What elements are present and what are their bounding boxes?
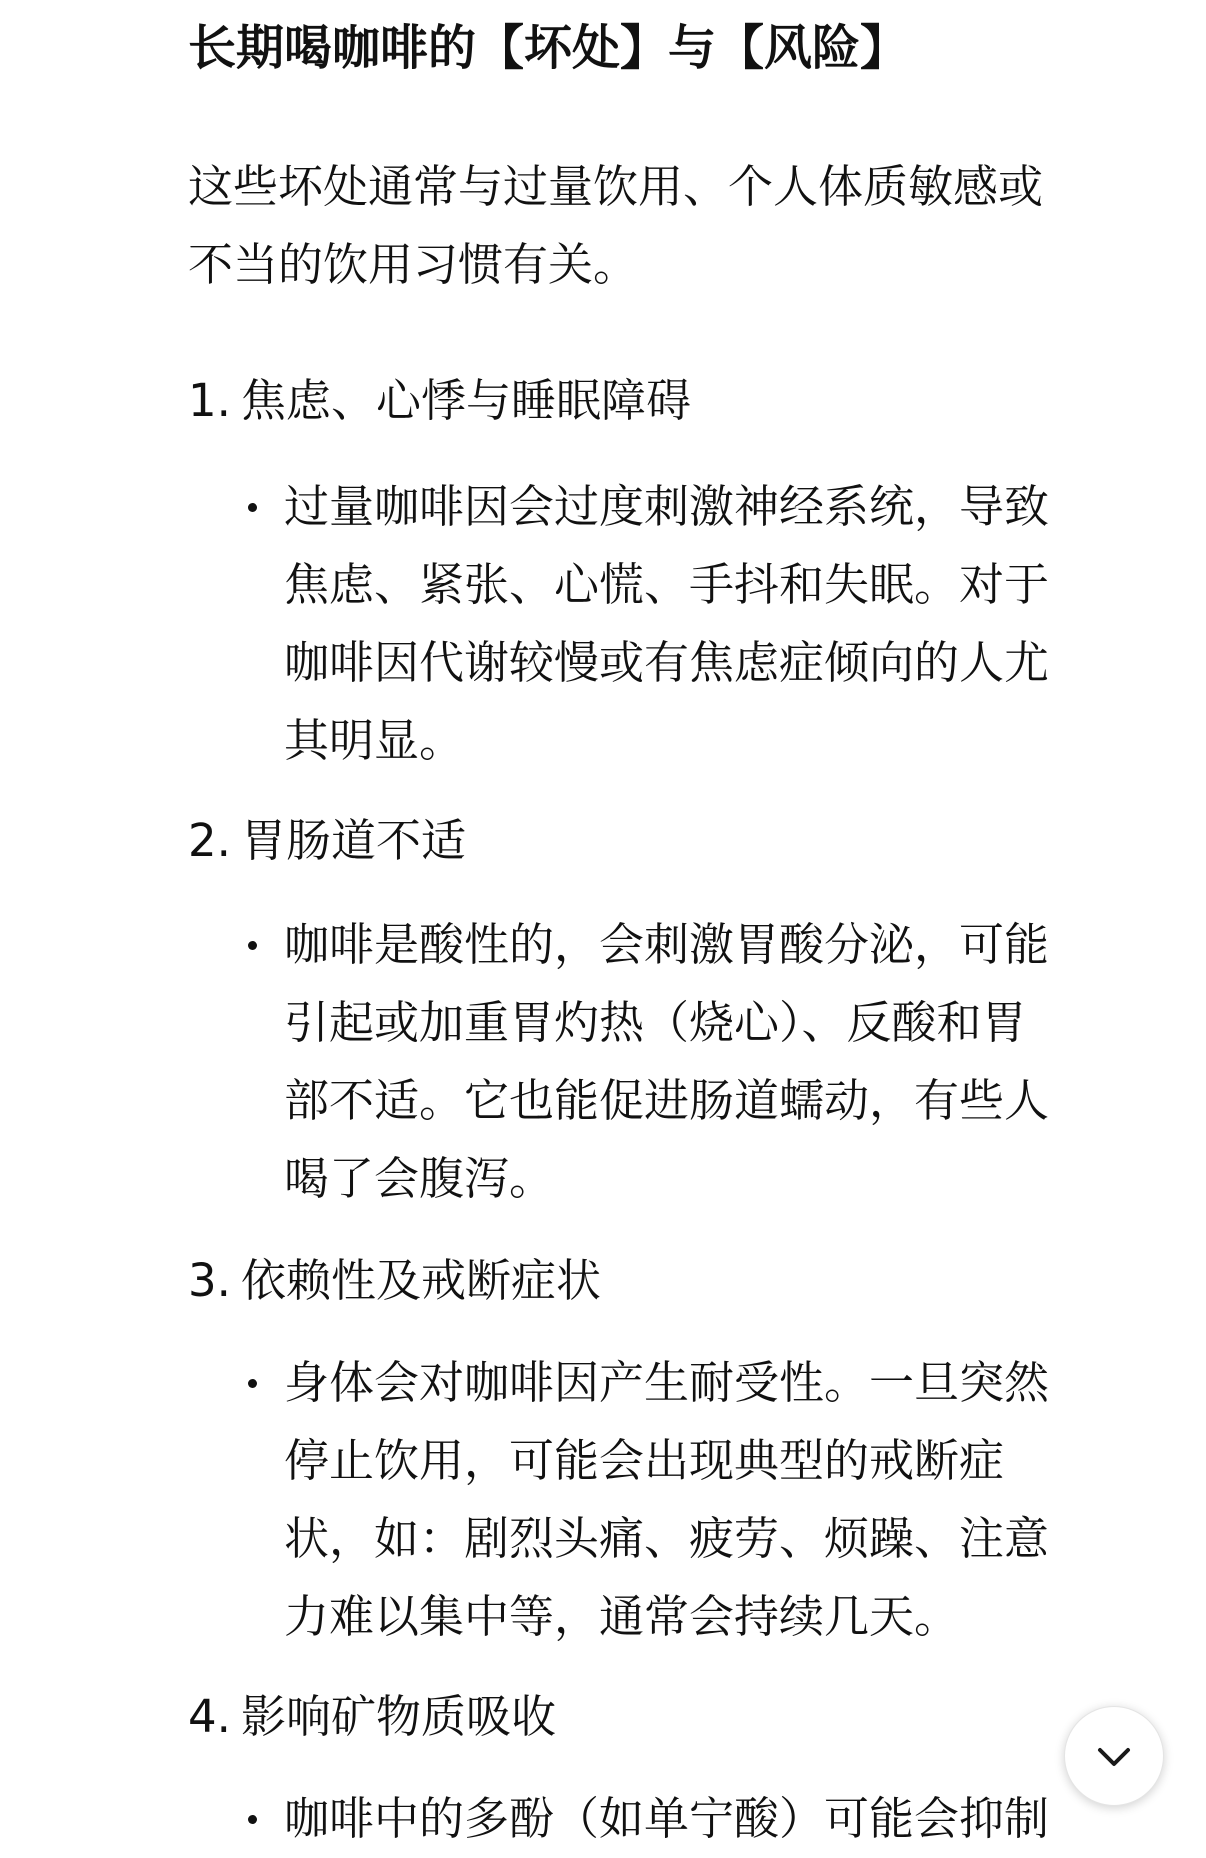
intro-line: 这些坏处通常与过量饮用、个人体质敏感或 bbox=[188, 160, 1044, 213]
bullet-text bbox=[284, 1344, 1049, 1656]
bullet-text bbox=[284, 468, 1049, 780]
section-heading-3 bbox=[188, 1246, 601, 1316]
bullet-line: 引起或加重胃灼热（烧心）、反酸和胃 bbox=[284, 996, 1027, 1049]
section-heading-4 bbox=[188, 1682, 556, 1752]
bullet-line: 停止饮用，可能会出现典型的戒断症 bbox=[284, 1434, 1005, 1487]
bullet-line: 身体会对咖啡因产生耐受性。一旦突然 bbox=[284, 1356, 1050, 1409]
section-number: 1. bbox=[188, 374, 231, 427]
section-heading-2 bbox=[188, 806, 466, 876]
bullet-line: 咖啡中的多酚（如单宁酸）可能会抑制 bbox=[284, 1792, 1050, 1845]
bullet-text bbox=[284, 906, 1049, 1218]
bullet-line: 状，如：剧烈头痛、疲劳、烦躁、注意 bbox=[284, 1512, 1050, 1565]
bullet-line: 力难以集中等，通常会持续几天。 bbox=[284, 1590, 960, 1643]
section-title: 依赖性及戒断症状 bbox=[240, 1254, 601, 1307]
bullet-line: 喝了会腹泻。 bbox=[284, 1152, 555, 1205]
bullet-dot bbox=[248, 1379, 257, 1388]
section-heading-1 bbox=[188, 366, 691, 436]
bullet-line: 咖啡是酸性的，会刺激胃酸分泌，可能 bbox=[284, 918, 1050, 971]
section-number: 3. bbox=[188, 1254, 231, 1307]
bullet-line: 部不适。它也能促进肠道蠕动，有些人 bbox=[284, 1074, 1050, 1127]
intro-line: 不当的饮用习惯有关。 bbox=[188, 238, 639, 291]
bullet-dot bbox=[248, 1815, 257, 1824]
section-title: 焦虑、心悸与睡眠障碍 bbox=[240, 374, 691, 427]
section-number: 2. bbox=[188, 814, 231, 867]
section-title: 影响矿物质吸收 bbox=[240, 1690, 556, 1743]
bullet-line: 过量咖啡因会过度刺激神经系统，导致 bbox=[284, 480, 1050, 533]
scroll-to-bottom-button[interactable] bbox=[1064, 1706, 1164, 1806]
intro-paragraph bbox=[188, 148, 1148, 304]
bullet-line: 其明显。 bbox=[284, 714, 465, 767]
bullet-line: 焦虑、紧张、心慌、手抖和失眠。对于 bbox=[284, 558, 1050, 611]
bullet-line: 咖啡因代谢较慢或有焦虑症倾向的人尤 bbox=[284, 636, 1050, 689]
article-title: 长期喝咖啡的【坏处】与【风险】 bbox=[188, 20, 909, 76]
section-title: 胃肠道不适 bbox=[240, 814, 466, 867]
chevron-down-icon bbox=[1094, 1740, 1134, 1772]
bullet-text bbox=[284, 1780, 1049, 1858]
bullet-dot bbox=[248, 941, 257, 950]
section-number: 4. bbox=[188, 1690, 231, 1743]
bullet-dot bbox=[248, 503, 257, 512]
